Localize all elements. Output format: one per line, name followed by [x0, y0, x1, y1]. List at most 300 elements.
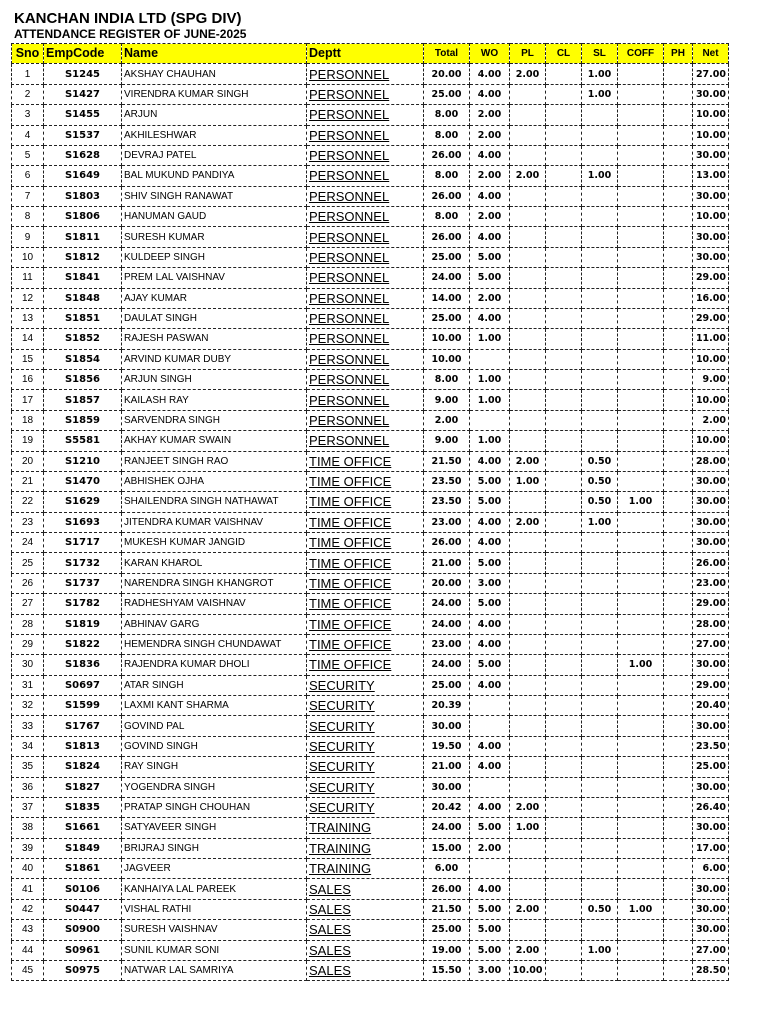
cell-ph [664, 634, 693, 654]
cell-wo: 5.00 [470, 899, 510, 919]
cell-name: SHAILENDRA SINGH NATHAWAT [122, 492, 307, 512]
cell-pl [510, 227, 546, 247]
cell-wo: 2.00 [470, 207, 510, 227]
cell-ph [664, 818, 693, 838]
cell-cl [546, 533, 582, 553]
cell-ph [664, 553, 693, 573]
cell-sno: 35 [12, 757, 44, 777]
cell-cl [546, 308, 582, 328]
cell-ph [664, 105, 693, 125]
cell-net: 30.00 [693, 777, 729, 797]
attendance-table [11, 43, 729, 981]
table-row [12, 268, 729, 288]
table-row [12, 838, 729, 858]
cell-wo: 4.00 [470, 186, 510, 206]
cell-cl [546, 186, 582, 206]
cell-wo: 5.00 [470, 594, 510, 614]
cell-deptt: PERSONNEL [307, 166, 424, 186]
cell-total: 8.00 [424, 370, 470, 390]
cell-sl [582, 777, 618, 797]
cell-total: 24.00 [424, 655, 470, 675]
cell-wo: 4.00 [470, 757, 510, 777]
cell-pl [510, 655, 546, 675]
cell-wo: 5.00 [470, 268, 510, 288]
cell-coff [618, 859, 664, 879]
cell-sno: 7 [12, 186, 44, 206]
cell-total: 25.00 [424, 247, 470, 267]
cell-name: KARAN KHAROL [122, 553, 307, 573]
cell-empcode: S1854 [44, 349, 122, 369]
cell-cl [546, 227, 582, 247]
cell-name: ARJUN SINGH [122, 370, 307, 390]
table-row [12, 84, 729, 104]
cell-pl: 2.00 [510, 940, 546, 960]
cell-wo [470, 696, 510, 716]
cell-wo: 2.00 [470, 125, 510, 145]
cell-cl [546, 451, 582, 471]
cell-total: 24.00 [424, 594, 470, 614]
cell-pl [510, 308, 546, 328]
cell-pl [510, 614, 546, 634]
cell-ph [664, 370, 693, 390]
cell-net: 30.00 [693, 899, 729, 919]
cell-coff [618, 268, 664, 288]
column-header-net: Net [693, 44, 729, 64]
cell-cl [546, 125, 582, 145]
cell-total: 14.00 [424, 288, 470, 308]
cell-empcode: S1827 [44, 777, 122, 797]
cell-sno: 30 [12, 655, 44, 675]
cell-net: 17.00 [693, 838, 729, 858]
cell-wo: 2.00 [470, 838, 510, 858]
cell-total: 9.00 [424, 390, 470, 410]
cell-total: 26.00 [424, 145, 470, 165]
table-row [12, 553, 729, 573]
cell-pl: 2.00 [510, 64, 546, 84]
cell-pl [510, 390, 546, 410]
cell-sno: 38 [12, 818, 44, 838]
cell-sno: 42 [12, 899, 44, 919]
cell-sl [582, 247, 618, 267]
cell-wo: 4.00 [470, 512, 510, 532]
cell-ph [664, 207, 693, 227]
cell-pl [510, 879, 546, 899]
cell-coff [618, 797, 664, 817]
cell-sno: 12 [12, 288, 44, 308]
cell-net: 26.00 [693, 553, 729, 573]
cell-ph [664, 716, 693, 736]
column-header-pl: PL [510, 44, 546, 64]
cell-sl [582, 879, 618, 899]
cell-ph [664, 390, 693, 410]
cell-pl [510, 370, 546, 390]
table-row [12, 207, 729, 227]
cell-sl [582, 410, 618, 430]
table-row [12, 166, 729, 186]
cell-empcode: S1803 [44, 186, 122, 206]
column-header-empcode: EmpCode [44, 44, 122, 64]
cell-sno: 15 [12, 349, 44, 369]
table-row [12, 492, 729, 512]
cell-sl [582, 533, 618, 553]
cell-sno: 19 [12, 431, 44, 451]
cell-coff [618, 84, 664, 104]
cell-name: ABHISHEK OJHA [122, 471, 307, 491]
cell-deptt: SECURITY [307, 675, 424, 695]
cell-cl [546, 920, 582, 940]
table-row [12, 471, 729, 491]
cell-ph [664, 960, 693, 980]
cell-wo: 3.00 [470, 960, 510, 980]
cell-pl: 2.00 [510, 166, 546, 186]
cell-deptt: PERSONNEL [307, 431, 424, 451]
cell-total: 9.00 [424, 431, 470, 451]
cell-sl [582, 634, 618, 654]
cell-sl [582, 227, 618, 247]
cell-cl [546, 492, 582, 512]
cell-sno: 5 [12, 145, 44, 165]
cell-wo: 4.00 [470, 64, 510, 84]
cell-pl [510, 859, 546, 879]
cell-pl [510, 920, 546, 940]
table-row [12, 675, 729, 695]
cell-name: JITENDRA KUMAR VAISHNAV [122, 512, 307, 532]
cell-name: GOVIND SINGH [122, 736, 307, 756]
cell-net: 29.00 [693, 308, 729, 328]
cell-total: 26.00 [424, 879, 470, 899]
cell-coff [618, 125, 664, 145]
cell-wo: 2.00 [470, 105, 510, 125]
cell-net: 10.00 [693, 349, 729, 369]
table-row [12, 288, 729, 308]
table-header-row [12, 44, 729, 64]
cell-empcode: S1210 [44, 451, 122, 471]
cell-net: 30.00 [693, 471, 729, 491]
cell-coff [618, 533, 664, 553]
cell-cl [546, 716, 582, 736]
cell-name: SUNIL KUMAR SONI [122, 940, 307, 960]
company-title: KANCHAN INDIA LTD (SPG DIV) [14, 10, 242, 27]
cell-wo: 3.00 [470, 573, 510, 593]
table-row [12, 308, 729, 328]
cell-deptt: SALES [307, 879, 424, 899]
cell-wo: 5.00 [470, 655, 510, 675]
cell-wo: 5.00 [470, 492, 510, 512]
cell-name: YOGENDRA SINGH [122, 777, 307, 797]
cell-sl [582, 696, 618, 716]
cell-deptt: TRAINING [307, 818, 424, 838]
cell-empcode: S0961 [44, 940, 122, 960]
table-row [12, 818, 729, 838]
cell-empcode: S1813 [44, 736, 122, 756]
table-row [12, 186, 729, 206]
cell-name: JAGVEER [122, 859, 307, 879]
cell-sl [582, 370, 618, 390]
cell-total: 23.50 [424, 492, 470, 512]
table-row [12, 960, 729, 980]
cell-pl [510, 84, 546, 104]
cell-deptt: SECURITY [307, 716, 424, 736]
cell-ph [664, 573, 693, 593]
cell-pl [510, 634, 546, 654]
cell-net: 25.00 [693, 757, 729, 777]
column-header-sl: SL [582, 44, 618, 64]
cell-net: 28.00 [693, 614, 729, 634]
cell-sl [582, 553, 618, 573]
cell-wo: 5.00 [470, 553, 510, 573]
cell-sl: 1.00 [582, 512, 618, 532]
cell-wo: 4.00 [470, 797, 510, 817]
cell-deptt: TIME OFFICE [307, 594, 424, 614]
cell-pl [510, 736, 546, 756]
cell-cl [546, 410, 582, 430]
cell-cl [546, 675, 582, 695]
cell-name: RADHESHYAM VAISHNAV [122, 594, 307, 614]
cell-deptt: TIME OFFICE [307, 533, 424, 553]
cell-deptt: PERSONNEL [307, 227, 424, 247]
cell-cl [546, 777, 582, 797]
cell-net: 20.40 [693, 696, 729, 716]
cell-sl [582, 716, 618, 736]
cell-ph [664, 64, 693, 84]
cell-pl [510, 573, 546, 593]
cell-pl [510, 349, 546, 369]
column-header-total: Total [424, 44, 470, 64]
cell-coff [618, 614, 664, 634]
cell-cl [546, 553, 582, 573]
cell-sno: 23 [12, 512, 44, 532]
cell-empcode: S1245 [44, 64, 122, 84]
cell-wo: 4.00 [470, 736, 510, 756]
cell-coff [618, 186, 664, 206]
cell-deptt: TRAINING [307, 838, 424, 858]
cell-net: 30.00 [693, 492, 729, 512]
cell-wo: 4.00 [470, 84, 510, 104]
cell-empcode: S1819 [44, 614, 122, 634]
cell-pl [510, 696, 546, 716]
cell-ph [664, 594, 693, 614]
cell-coff: 1.00 [618, 899, 664, 919]
cell-coff [618, 920, 664, 940]
cell-coff [618, 777, 664, 797]
cell-sno: 36 [12, 777, 44, 797]
cell-cl [546, 329, 582, 349]
cell-sl [582, 288, 618, 308]
cell-sl [582, 573, 618, 593]
cell-wo: 4.00 [470, 614, 510, 634]
cell-empcode: S1811 [44, 227, 122, 247]
cell-coff [618, 451, 664, 471]
cell-wo: 1.00 [470, 329, 510, 349]
cell-pl [510, 288, 546, 308]
cell-cl [546, 818, 582, 838]
table-row [12, 349, 729, 369]
cell-deptt: PERSONNEL [307, 308, 424, 328]
cell-ph [664, 655, 693, 675]
cell-net: 30.00 [693, 186, 729, 206]
table-row [12, 859, 729, 879]
cell-name: ARJUN [122, 105, 307, 125]
table-row [12, 370, 729, 390]
cell-cl [546, 797, 582, 817]
cell-coff [618, 390, 664, 410]
cell-sl [582, 308, 618, 328]
cell-total: 8.00 [424, 207, 470, 227]
cell-cl [546, 899, 582, 919]
cell-name: VIRENDRA KUMAR SINGH [122, 84, 307, 104]
cell-deptt: PERSONNEL [307, 145, 424, 165]
cell-empcode: S1649 [44, 166, 122, 186]
cell-ph [664, 920, 693, 940]
cell-deptt: PERSONNEL [307, 247, 424, 267]
cell-ph [664, 675, 693, 695]
cell-sno: 10 [12, 247, 44, 267]
cell-wo: 2.00 [470, 166, 510, 186]
cell-cl [546, 512, 582, 532]
cell-ph [664, 838, 693, 858]
cell-coff [618, 410, 664, 430]
cell-net: 27.00 [693, 64, 729, 84]
cell-empcode: S1848 [44, 288, 122, 308]
cell-empcode: S1427 [44, 84, 122, 104]
cell-wo: 4.00 [470, 451, 510, 471]
cell-coff [618, 736, 664, 756]
cell-coff [618, 675, 664, 695]
table-row [12, 634, 729, 654]
cell-ph [664, 288, 693, 308]
table-row [12, 573, 729, 593]
cell-name: ABHINAV GARG [122, 614, 307, 634]
cell-sno: 37 [12, 797, 44, 817]
cell-wo: 5.00 [470, 818, 510, 838]
cell-sno: 43 [12, 920, 44, 940]
cell-ph [664, 879, 693, 899]
cell-empcode: S1693 [44, 512, 122, 532]
cell-net: 30.00 [693, 533, 729, 553]
cell-total: 8.00 [424, 166, 470, 186]
cell-deptt: TIME OFFICE [307, 573, 424, 593]
cell-pl [510, 716, 546, 736]
cell-total: 21.00 [424, 553, 470, 573]
cell-cl [546, 84, 582, 104]
cell-ph [664, 757, 693, 777]
cell-sl [582, 655, 618, 675]
cell-deptt: TIME OFFICE [307, 614, 424, 634]
cell-ph [664, 186, 693, 206]
cell-net: 30.00 [693, 920, 729, 940]
cell-deptt: SALES [307, 940, 424, 960]
cell-empcode: S1537 [44, 125, 122, 145]
cell-net: 10.00 [693, 431, 729, 451]
cell-sl: 1.00 [582, 166, 618, 186]
cell-empcode: S1737 [44, 573, 122, 593]
cell-total: 2.00 [424, 410, 470, 430]
cell-coff [618, 634, 664, 654]
cell-cl [546, 145, 582, 165]
cell-coff: 1.00 [618, 655, 664, 675]
column-header-coff: COFF [618, 44, 664, 64]
cell-deptt: TIME OFFICE [307, 492, 424, 512]
cell-name: NATWAR LAL SAMRIYA [122, 960, 307, 980]
table-row [12, 777, 729, 797]
cell-coff [618, 288, 664, 308]
cell-ph [664, 145, 693, 165]
cell-coff [618, 471, 664, 491]
cell-net: 2.00 [693, 410, 729, 430]
cell-sl: 0.50 [582, 899, 618, 919]
cell-ph [664, 777, 693, 797]
cell-sl [582, 757, 618, 777]
cell-deptt: TIME OFFICE [307, 655, 424, 675]
cell-ph [664, 451, 693, 471]
table-row [12, 716, 729, 736]
cell-net: 30.00 [693, 879, 729, 899]
cell-empcode: S1822 [44, 634, 122, 654]
cell-wo: 1.00 [470, 370, 510, 390]
cell-total: 6.00 [424, 859, 470, 879]
cell-deptt: PERSONNEL [307, 125, 424, 145]
cell-total: 8.00 [424, 105, 470, 125]
cell-sl [582, 859, 618, 879]
cell-sno: 40 [12, 859, 44, 879]
table-row [12, 227, 729, 247]
cell-total: 20.42 [424, 797, 470, 817]
cell-sl [582, 838, 618, 858]
cell-coff [618, 145, 664, 165]
cell-name: KULDEEP SINGH [122, 247, 307, 267]
cell-total: 25.00 [424, 308, 470, 328]
column-header-cl: CL [546, 44, 582, 64]
cell-empcode: S1851 [44, 308, 122, 328]
cell-net: 11.00 [693, 329, 729, 349]
table-row [12, 329, 729, 349]
cell-empcode: S1812 [44, 247, 122, 267]
cell-sl [582, 736, 618, 756]
cell-deptt: SECURITY [307, 736, 424, 756]
cell-total: 25.00 [424, 920, 470, 940]
cell-coff [618, 105, 664, 125]
cell-name: SHIV SINGH RANAWAT [122, 186, 307, 206]
cell-name: PREM LAL VAISHNAV [122, 268, 307, 288]
cell-empcode: S1717 [44, 533, 122, 553]
cell-ph [664, 940, 693, 960]
cell-total: 26.00 [424, 186, 470, 206]
cell-deptt: PERSONNEL [307, 329, 424, 349]
cell-name: PRATAP SINGH CHOUHAN [122, 797, 307, 817]
cell-net: 13.00 [693, 166, 729, 186]
cell-name: BAL MUKUND PANDIYA [122, 166, 307, 186]
cell-total: 19.50 [424, 736, 470, 756]
cell-net: 10.00 [693, 125, 729, 145]
cell-cl [546, 940, 582, 960]
cell-ph [664, 308, 693, 328]
cell-name: AJAY KUMAR [122, 288, 307, 308]
cell-total: 23.00 [424, 634, 470, 654]
cell-coff [618, 512, 664, 532]
cell-total: 20.00 [424, 64, 470, 84]
cell-sl: 0.50 [582, 451, 618, 471]
column-header-deptt: Deptt [307, 44, 424, 64]
cell-sno: 17 [12, 390, 44, 410]
cell-coff [618, 573, 664, 593]
cell-net: 29.00 [693, 268, 729, 288]
cell-sl [582, 125, 618, 145]
cell-ph [664, 797, 693, 817]
cell-net: 30.00 [693, 655, 729, 675]
cell-cl [546, 736, 582, 756]
cell-name: ATAR SINGH [122, 675, 307, 695]
cell-total: 21.50 [424, 451, 470, 471]
